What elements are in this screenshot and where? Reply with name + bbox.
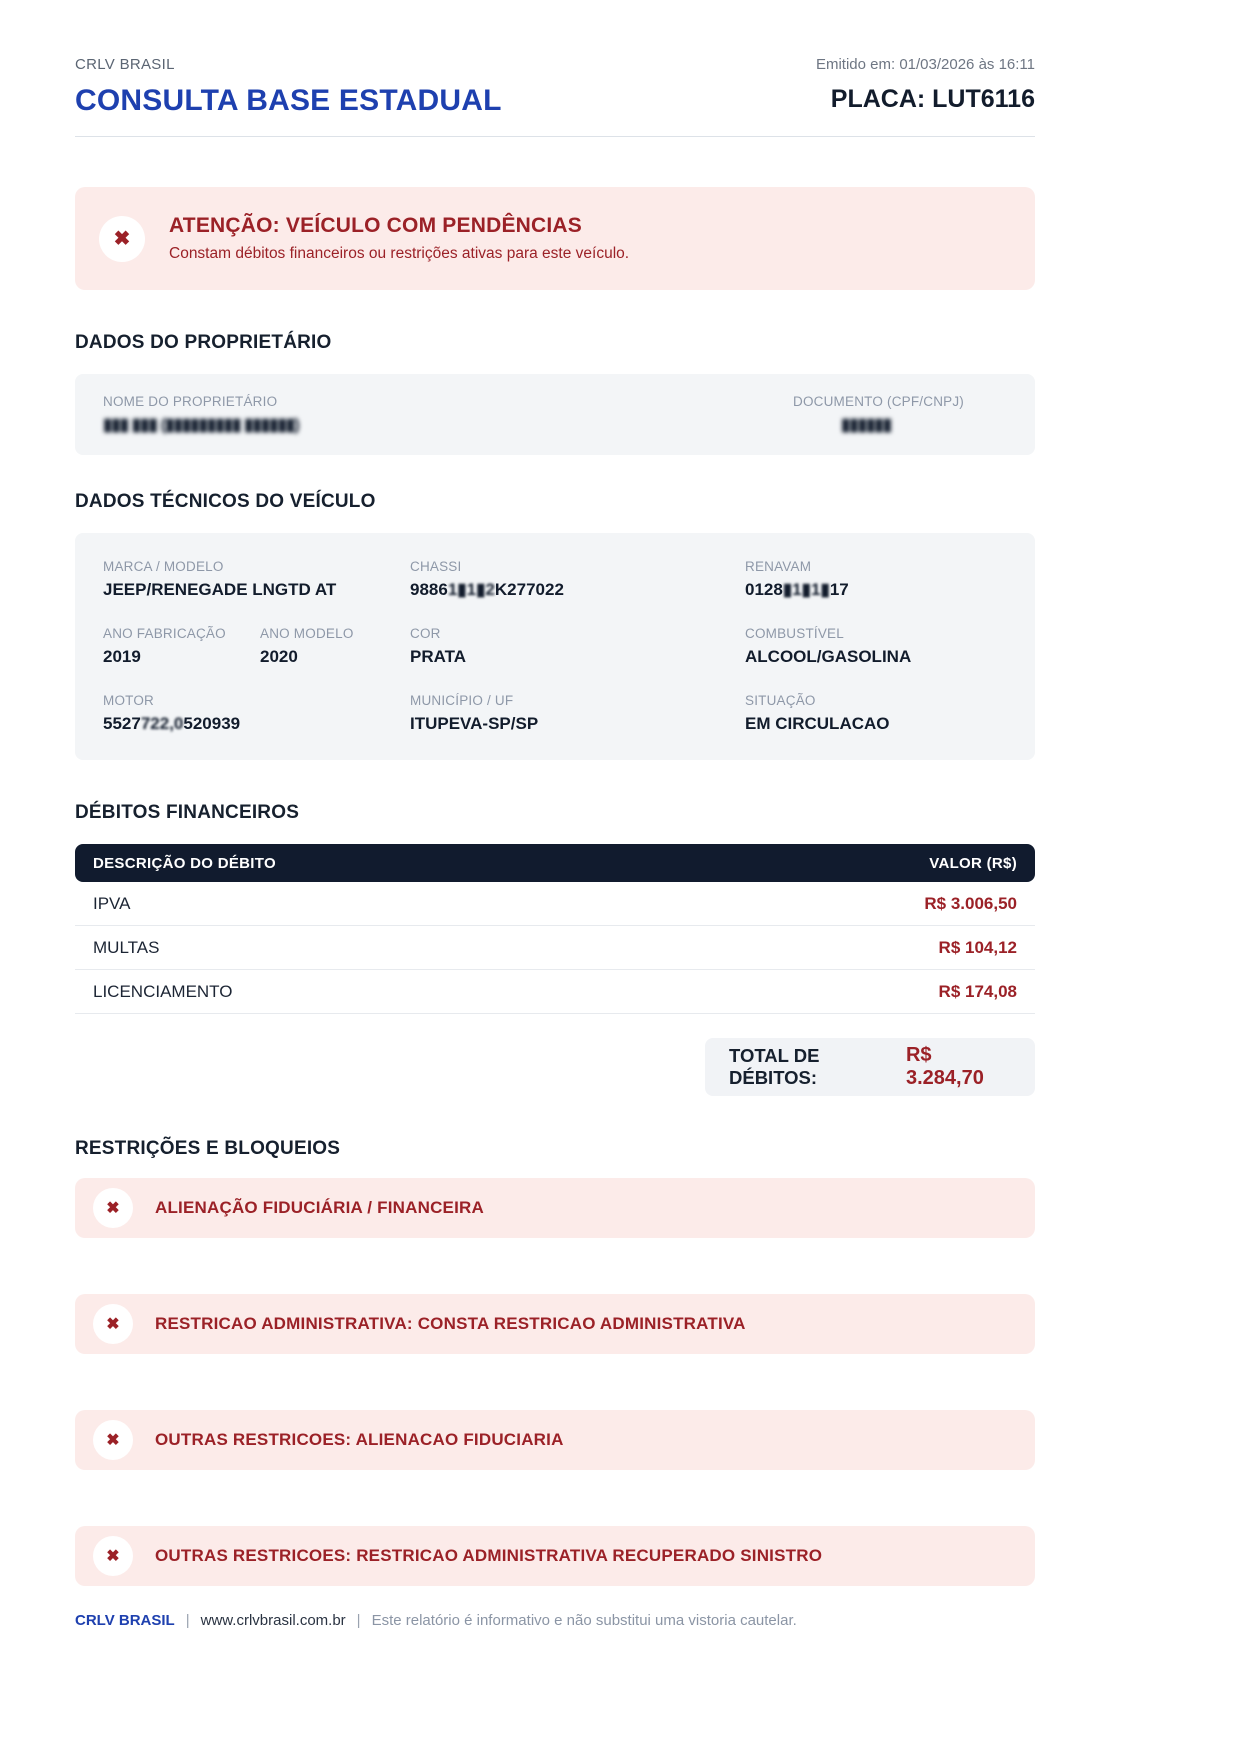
debt-value: R$ 174,08 — [938, 981, 1017, 1001]
header-divider — [75, 136, 1035, 137]
debt-label: IPVA — [93, 893, 131, 913]
combustivel-label: COMBUSTÍVEL — [745, 626, 844, 641]
chassi-value: 98861▮1▮2K277022 — [410, 580, 564, 599]
table-row-licenciamento — [75, 970, 1035, 1014]
restriction-label: OUTRAS RESTRICOES: ALIENACAO FIDUCIARIA — [155, 1430, 564, 1449]
debts-col-description: DESCRIÇÃO DO DÉBITO — [93, 854, 276, 872]
restriction-item-restricao-administrativa — [75, 1294, 1035, 1354]
ano-fabricacao-label: ANO FABRICAÇÃO — [103, 626, 226, 641]
restriction-item-outras-alienacao — [75, 1410, 1035, 1470]
debts-total-value: R$ 3.284,70 — [905, 1044, 984, 1089]
debt-label: MULTAS — [93, 937, 160, 957]
owner-doc-field — [793, 394, 1007, 435]
x-icon: ✖ — [93, 1420, 133, 1460]
owner-doc-label: DOCUMENTO (CPF/CNPJ) — [793, 394, 964, 409]
table-row-multas — [75, 926, 1035, 970]
field-motor — [103, 693, 410, 734]
owner-panel — [75, 374, 1035, 455]
debts-total-box — [705, 1038, 1035, 1096]
debts-col-value: VALOR (R$) — [929, 854, 1017, 872]
debt-value: R$ 104,12 — [938, 937, 1017, 957]
marca-label: MARCA / MODELO — [103, 559, 224, 574]
restriction-label: ALIENAÇÃO FIDUCIÁRIA / FINANCEIRA — [155, 1198, 484, 1217]
x-icon: ✖ — [93, 1188, 133, 1228]
debt-label: LICENCIAMENTO — [93, 981, 233, 1001]
field-situacao — [745, 693, 1007, 734]
field-ano-fabricacao — [103, 626, 260, 667]
marca-value: JEEP/RENEGADE LNGTD AT — [103, 580, 337, 599]
restriction-label: RESTRICAO ADMINISTRATIVA: CONSTA RESTRICAO ADMINISTRATIVA — [155, 1314, 746, 1333]
chassi-label: CHASSI — [410, 559, 462, 574]
report-page — [75, 0, 1035, 1629]
owner-name-value: ▮▮▮ ▮▮▮ (▮▮▮▮▮▮▮▮▮ ▮▮▮▮▮▮) — [103, 415, 299, 434]
restrictions-list — [75, 1178, 1035, 1586]
field-renavam — [745, 559, 1007, 600]
footer-separator: | — [356, 1612, 361, 1629]
table-row-ipva — [75, 882, 1035, 926]
cor-label: COR — [410, 626, 441, 641]
debts-total-label: TOTAL DE DÉBITOS: — [729, 1045, 820, 1088]
owner-name-field — [103, 394, 793, 435]
municipio-value: ITUPEVA-SP/SP — [410, 714, 539, 733]
ano-modelo-value: 2020 — [260, 647, 298, 666]
situacao-value: EM CIRCULACAO — [745, 714, 890, 733]
footer-brand: CRLV BRASIL — [75, 1612, 175, 1629]
restriction-label: OUTRAS RESTRICOES: RESTRICAO ADMINISTRATIVA RECUPERADO SINISTRO — [155, 1546, 823, 1565]
pending-warning-banner — [75, 187, 1035, 290]
field-ano-modelo — [260, 626, 410, 667]
emitted-timestamp: Emitido em: 01/03/2026 às 16:11 — [815, 56, 1035, 73]
ano-fabricacao-value: 2019 — [103, 647, 141, 666]
renavam-label: RENAVAM — [745, 559, 812, 574]
page-title: CONSULTA BASE ESTADUAL — [75, 84, 502, 117]
debts-table-header — [75, 844, 1035, 882]
header-right — [816, 56, 1035, 114]
field-marca-modelo — [103, 559, 410, 600]
warning-texts — [169, 214, 629, 263]
warning-title: ATENÇÃO: VEÍCULO COM PENDÊNCIAS — [169, 214, 582, 237]
motor-label: MOTOR — [103, 693, 154, 708]
brand-label: CRLV BRASIL — [75, 56, 175, 73]
restriction-item-outras-recuperado-sinistro — [75, 1526, 1035, 1586]
header — [75, 56, 1035, 118]
owner-name-label: NOME DO PROPRIETÁRIO — [103, 394, 278, 409]
field-cor — [410, 626, 745, 667]
cor-value: PRATA — [410, 647, 467, 666]
vehicle-section-heading: DADOS TÉCNICOS DO VEÍCULO — [75, 491, 376, 512]
warning-subtitle: Constam débitos financeiros ou restrições ativas para este veículo. — [169, 245, 630, 262]
situacao-label: SITUAÇÃO — [745, 693, 816, 708]
plate-value: PLACA: LUT6116 — [830, 85, 1035, 113]
footer-disclaimer: Este relatório é informativo e não substitui uma vistoria cautelar. — [371, 1612, 797, 1629]
footer — [75, 1612, 1035, 1629]
restriction-item-alienacao-fiduciaria-financeira — [75, 1178, 1035, 1238]
municipio-label: MUNICÍPIO / UF — [410, 693, 514, 708]
motor-value: 5527722,0520939 — [103, 714, 241, 733]
combustivel-value: ALCOOL/GASOLINA — [745, 647, 912, 666]
x-icon: ✖ — [99, 216, 145, 262]
footer-website-link[interactable]: www.crlvbrasil.com.br — [200, 1612, 346, 1629]
field-combustivel — [745, 626, 1007, 667]
x-icon: ✖ — [93, 1304, 133, 1344]
ano-modelo-label: ANO MODELO — [260, 626, 354, 641]
debts-table — [75, 844, 1035, 1014]
debts-section-heading: DÉBITOS FINANCEIROS — [75, 802, 300, 823]
field-chassi — [410, 559, 745, 600]
renavam-value: 0128▮1▮1▮17 — [745, 580, 849, 599]
x-icon: ✖ — [93, 1536, 133, 1576]
vehicle-panel — [75, 533, 1035, 760]
field-municipio — [410, 693, 745, 734]
header-left — [75, 56, 502, 118]
debt-value: R$ 3.006,50 — [924, 893, 1017, 913]
restrictions-section-heading: RESTRIÇÕES E BLOQUEIOS — [75, 1138, 341, 1159]
footer-separator: | — [185, 1612, 190, 1629]
owner-doc-value: ▮▮▮▮▮▮ — [841, 415, 892, 434]
owner-section-heading: DADOS DO PROPRIETÁRIO — [75, 332, 332, 353]
